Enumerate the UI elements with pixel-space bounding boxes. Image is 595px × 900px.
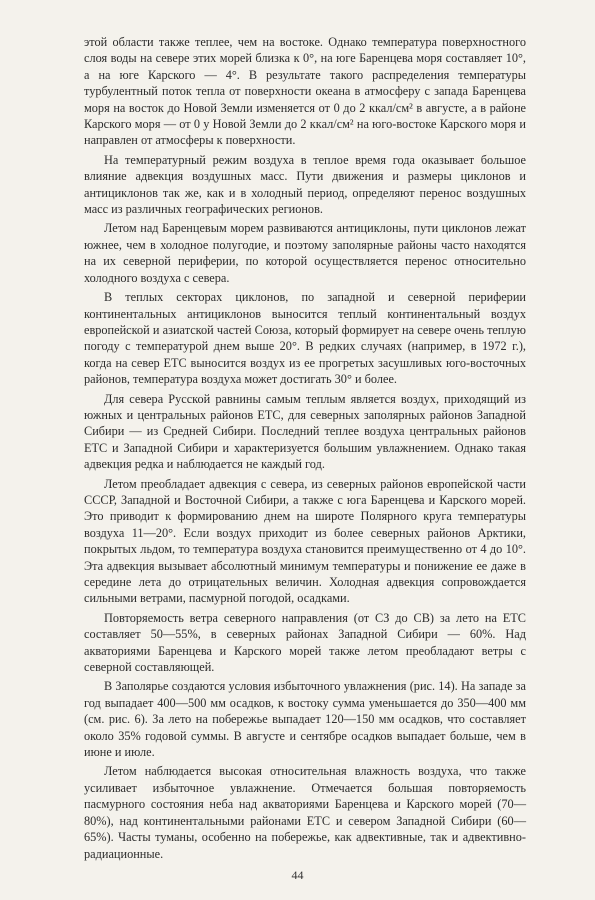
paragraph-warmest-air: Для севера Русской равнины самым теплым является воздух, приходящий из южных и центральных районов ЕТС, для северных заполярных районов Западной Сибири — из Средней Сибири. Последний теплее воздуха центральных районов ЕТС и Западной Сибири и характеризуется большим увлажнением. Однако такая адвекция редка и наблюдается не каждый год. (84, 391, 526, 472)
page-text-block (84, 34, 526, 865)
paragraph-sea-surface-temperature: этой области также теплее, чем на востоке. Однако температура поверхностного слоя воды на севере этих морей близка к 0°, на юге Баренцева моря составляет 10°, а на юге Карского — 4°. В результате такого распределения температуры турбулентный поток тепла от поверхности океана в атмосферу с запада Баренцева моря на восток до Новой Земли изменяется от 0 до 2 ккал/см² в августе, а в районе Карского моря — от 0 у Новой Земли до 2 ккал/см² на юго-востоке Карского моря и направлен от атмосферы к поверхности. (84, 35, 526, 148)
paragraph-wind-frequency: Повторяемость ветра северного направления (от СЗ до СВ) за лето на ЕТС составляет 50—55%, в северных районах Западной Сибири — 60%. Над акваториями Баренцева и Карского морей также летом преобладают ветры с северной составляющей. (84, 610, 526, 675)
paragraph-northern-advection: Летом преобладает адвекция с севера, из северных районов европейской части СССР, Западной и Восточной Сибири, а также с юга Баренцева и Карского морей. Это приводит к формированию днем на широте Полярного круга температуры воздуха 11—20°. Если воздух приходит из более северных районов Арктики, покрытых льдом, то температура воздуха становится преимущественно от 4 до 10°. Эта адвекция вызывает абсолютный минимум температуры и понижение ее даже в середине лета до отрицательных величин. Холодная адвекция сопровождается сильными ветрами, пасмурной погодой, осадками. (84, 476, 526, 606)
page-number: 44 (291, 868, 304, 882)
paragraph-summer-anticyclones: Летом над Баренцевым морем развиваются антициклоны, пути циклонов лежат южнее, чем в холодное полугодие, и поэтому заполярные районы часто находятся на их северной периферии, по которой осуществляется перенос относительно холодного воздуха с севера. (84, 221, 526, 285)
paragraph-air-mass-advection: На температурный режим воздуха в теплое время года оказывает большое влияние адвекция воздушных масс. Пути движения и размеры циклонов и антициклонов так же, как и в холодный период, определяют перенос воздушных масс из различных географических регионов. (84, 152, 526, 217)
paragraph-humidity: Летом наблюдается высокая относительная влажность воздуха, что также усиливает избыточное увлажнение. Отмечается большая повторяемость пасмурного состояния неба над акваториями Баренцева и Карского морей (70—80%), над континентальными районами ЕТС и севером Западной Сибири (60—65%). Часты туманы, особенно на побережье, как адвективные, так и адвективно-радиационные. (84, 764, 526, 861)
paragraph-warm-sectors: В теплых секторах циклонов, по западной и северной периферии континентальных антициклонов выносится теплый континентальный воздух европейской и азиатской частей Союза, который формирует на севере очень теплую погоду с температурой днем выше 20°. В редких случаях (например, в 1972 г.), когда на север ЕТС выносится воздух из ее прогретых засушливых юго-восточных районов, температура воздуха может достигать 30° и более. (84, 290, 526, 387)
paragraph-precipitation: В Заполярье создаются условия избыточного увлажнения (рис. 14). На западе за год выпадает 400—500 мм осадков, к востоку сумма уменьшается до 350—400 мм (см. рис. 6). За лето на побережье выпадает 120—150 мм осадков, что составляет около 35% годовой суммы. В августе и сентябре осадков выпадает больше, чем в июне и июле. (84, 679, 526, 760)
